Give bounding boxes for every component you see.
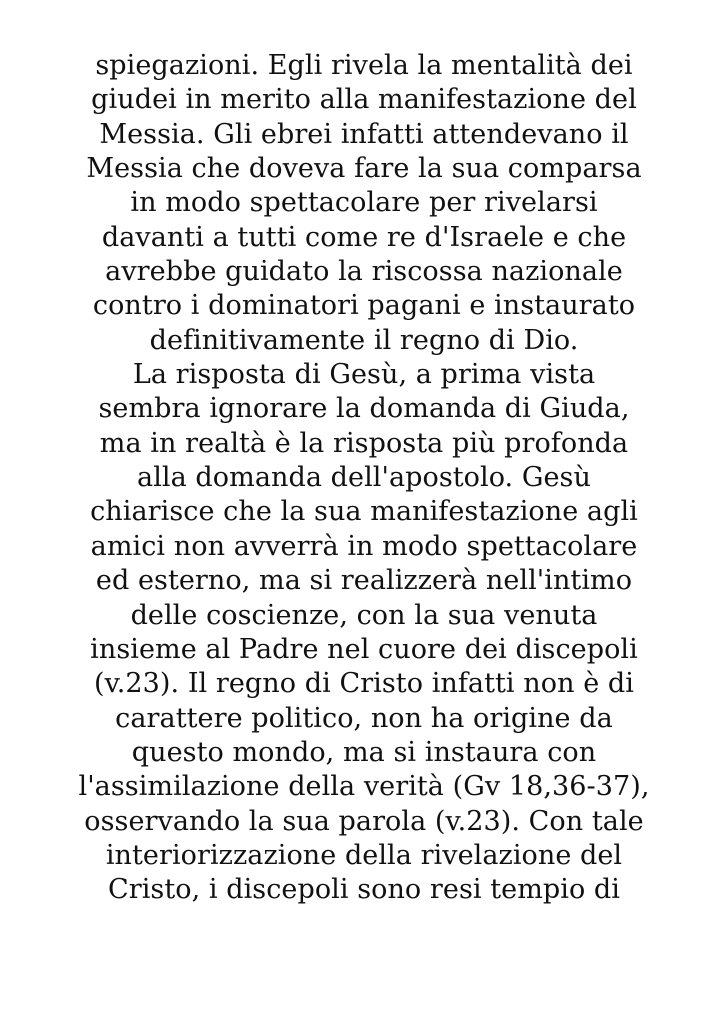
text-line: amici non avverrà in modo spettacolare: [90, 529, 638, 562]
text-line: delle coscienze, con la sua venuta: [130, 598, 598, 631]
text-line: davanti a tutti come re d'Israele e che: [101, 220, 627, 253]
text-line: spiegazioni. Egli rivela la mentalità dei: [95, 49, 633, 81]
text-line: chiarisce che la sua manifestazione agli: [90, 495, 638, 528]
text-line: ma in realtà è la risposta più profonda: [99, 426, 629, 459]
text-line: avrebbe guidato la riscossa nazionale: [105, 255, 623, 288]
text-line: sembra ignorare la domanda di Giuda,: [98, 392, 630, 425]
text-line: definitivamente il regno di Dio.: [149, 323, 579, 356]
text-line: interiorizzazione della rivelazione del: [105, 838, 623, 871]
text-line: (v.23). Il regno di Cristo infatti non è di: [94, 667, 634, 700]
text-line: giudei in merito alla manifestazione del: [91, 83, 637, 116]
text-line: contro i dominatori pagani e instaurato: [92, 289, 636, 322]
text-line: carattere politico, non ha origine da: [115, 701, 613, 734]
text-line: Messia. Gli ebrei infatti attendevano il: [99, 117, 629, 150]
text-line: insieme al Padre nel cuore dei discepoli: [90, 632, 638, 665]
text-line: alla domanda dell'apostolo. Gesù: [137, 461, 591, 494]
text-line: ed esterno, ma si realizzerà nell'intimo: [95, 564, 633, 597]
document-page: [0, 48, 728, 907]
text-line: l'assimilazione della verità (Gv 18,36-37),: [78, 770, 650, 803]
text-line: Cristo, i discepoli sono resi tempio di: [107, 873, 621, 906]
text-line: osservando la sua parola (v.23). Con tale: [84, 804, 644, 837]
text-line: in modo spettacolare per rivelarsi: [130, 186, 598, 219]
text-line: La risposta di Gesù, a prima vista: [132, 358, 596, 391]
text-line: Messia che doveva fare la sua comparsa: [86, 152, 642, 185]
text-line: questo mondo, ma si instaura con: [131, 735, 597, 768]
